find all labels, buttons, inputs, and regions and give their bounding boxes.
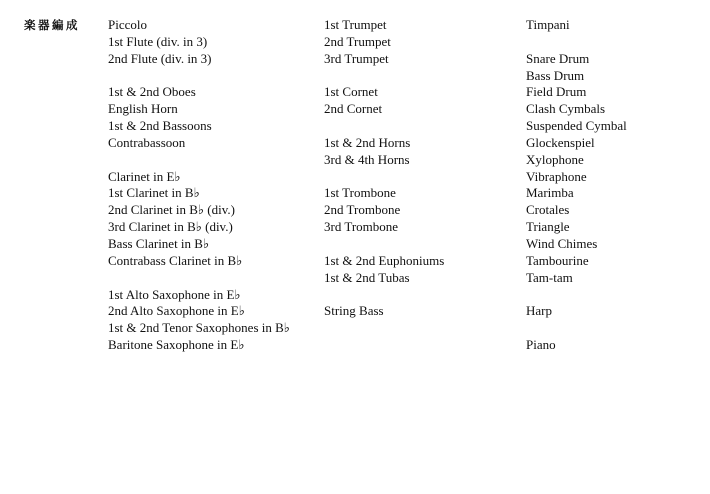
instrument-item: Suspended Cymbal (526, 118, 627, 134)
instrument-item: 2nd Trombone (324, 202, 401, 218)
instrument-item: 2nd Cornet (324, 101, 383, 117)
spacer-row (526, 320, 627, 337)
instrument-item: 3rd & 4th Horns (324, 151, 410, 167)
spacer-row (108, 270, 290, 287)
instrument-item: Triangle (526, 219, 570, 235)
instrument-item: 1st & 2nd Oboes (108, 84, 196, 100)
instrument-item: Xylophone (526, 151, 584, 167)
instrument-item: Piano (526, 337, 556, 353)
instrument-item: Contrabass Clarinet in B♭ (108, 252, 243, 268)
instrument-item: 3rd Trumpet (324, 50, 389, 66)
instrument-item: Tambourine (526, 252, 589, 268)
instrument-item: 1st & 2nd Tenor Saxophones in B♭ (108, 320, 290, 336)
instrument-item: Glockenspiel (526, 134, 595, 150)
instrument-item: Baritone Saxophone in E♭ (108, 337, 245, 353)
instrument-item: 1st & 2nd Horns (324, 134, 411, 150)
instrument-item: Timpani (526, 17, 570, 32)
spacer-row (324, 169, 444, 186)
instrument-item: 1st & 2nd Tubas (324, 269, 410, 285)
instrument-item: Harp (526, 303, 552, 319)
instrument-item: 3rd Clarinet in B♭ (div.) (108, 219, 233, 235)
instrument-item: 1st Clarinet in B♭ (108, 185, 200, 201)
instrument-item: English Horn (108, 101, 178, 117)
instrument-item: 1st & 2nd Bassoons (108, 118, 212, 134)
instrument-item: 1st Cornet (324, 84, 378, 100)
spacer-row (324, 287, 444, 304)
instrument-item: Vibraphone (526, 168, 587, 184)
instrument-item: Bass Clarinet in B♭ (108, 235, 210, 251)
instrument-item: Bass Drum (526, 67, 585, 83)
instrument-item: 2nd Clarinet in B♭ (div.) (108, 202, 235, 218)
instrument-item: Piccolo (108, 17, 147, 32)
instrument-item: Crotales (526, 202, 570, 218)
instrument-item: 2nd Alto Saxophone in E♭ (108, 303, 245, 319)
instrument-item: Clash Cymbals (526, 101, 606, 117)
spacer-row (324, 68, 444, 85)
instrument-item: String Bass (324, 303, 384, 319)
instrument-item: 1st Alto Saxophone in E♭ (108, 286, 241, 302)
instrument-item: Contrabassoon (108, 134, 186, 150)
spacer-row (108, 68, 290, 85)
instrument-item: Field Drum (526, 84, 587, 100)
instrumentation-heading: 楽器編成 (24, 18, 80, 32)
instrument-item: 1st Trumpet (324, 17, 387, 32)
instrument-item: Clarinet in E♭ (108, 168, 181, 184)
instrument-item: 1st & 2nd Euphoniums (324, 252, 445, 268)
instrument-item: Marimba (526, 185, 574, 201)
spacer-row (526, 34, 627, 51)
instrument-item: 1st Flute (div. in 3) (108, 33, 208, 49)
instrument-item: Snare Drum (526, 50, 590, 66)
percussion-column (526, 17, 627, 354)
spacer-row (324, 118, 444, 135)
instrument-item: 2nd Trumpet (324, 33, 391, 49)
instrument-item: Tam-tam (526, 269, 573, 285)
spacer-row (526, 287, 627, 304)
instrument-item: 3rd Trombone (324, 219, 399, 235)
instrument-item: 2nd Flute (div. in 3) (108, 50, 212, 66)
woodwinds-column (108, 17, 290, 354)
spacer-row (324, 236, 444, 253)
brass-column (324, 17, 444, 320)
instrument-item: Wind Chimes (526, 235, 598, 251)
spacer-row (108, 152, 290, 169)
instrument-item: 1st Trombone (324, 185, 396, 201)
